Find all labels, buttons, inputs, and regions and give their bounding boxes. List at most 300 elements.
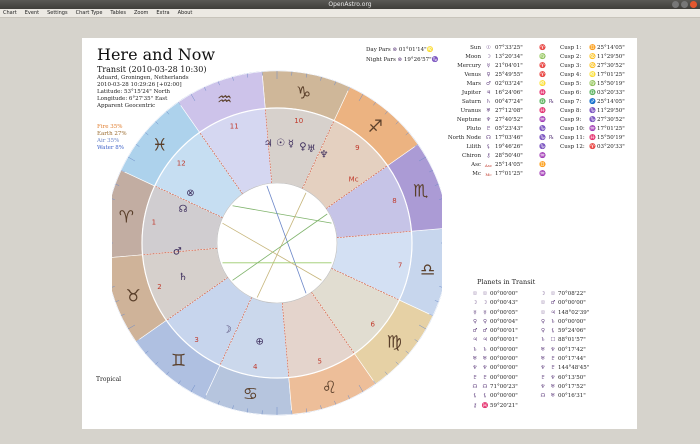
house-cusps-table	[560, 44, 637, 152]
cusp-position: 17°01'25"	[597, 72, 625, 78]
transit-row	[538, 383, 600, 392]
cusp-name: Cusp 9:	[560, 117, 582, 123]
planet-icon: ⚸	[472, 393, 478, 400]
zodiac-sign-icon: ♎	[420, 260, 436, 281]
sign-icon: ♒	[539, 117, 546, 123]
sign-icon: ♒	[539, 171, 546, 177]
aspect-center	[217, 183, 337, 303]
sign-icon: ♎	[589, 90, 596, 96]
planet-icon: ♇	[486, 126, 491, 132]
cusp-name: Cusp 10:	[560, 126, 585, 132]
aspect-icon: ⚸	[482, 393, 488, 400]
aspect-value: 71°00'23"	[490, 383, 518, 390]
aspect-value: 59°20'21"	[490, 402, 518, 409]
cusp-row	[560, 116, 637, 125]
cusp-row	[560, 125, 637, 134]
planet-icon: ♀	[540, 318, 546, 325]
planet-glyph-icon: ⊕	[255, 336, 264, 348]
transit-row	[538, 374, 600, 383]
house-number: 11	[229, 122, 239, 131]
retrograde-icon	[547, 62, 556, 71]
sign-icon: ♈	[539, 72, 546, 78]
retrograde-icon	[547, 152, 556, 161]
planet-row	[432, 53, 556, 62]
aspect-icon: ♇	[482, 374, 488, 381]
planet-position: 00°47'24"	[495, 99, 523, 105]
transit-row	[538, 299, 600, 308]
transit-row	[538, 290, 600, 299]
cusp-position: 15°50'19"	[597, 81, 625, 87]
aspect-value: 00°00'05"	[490, 309, 518, 316]
menu-settings[interactable]: Settings	[47, 10, 68, 16]
cusp-position: 25°14'05"	[597, 99, 625, 105]
element-earth: Earth 27%	[97, 131, 127, 137]
planet-row	[432, 71, 556, 80]
aspect-value: 00°00'00"	[558, 300, 586, 307]
planet-name: Sun	[470, 45, 481, 51]
cusp-name: Cusp 2:	[560, 54, 582, 60]
chart-canvas	[82, 38, 637, 429]
aspect-value: 00°00'43"	[490, 300, 518, 307]
aspect-icon: ☊	[482, 383, 488, 390]
planet-row	[432, 44, 556, 53]
planet-icon: ♆	[486, 117, 491, 123]
sign-icon: ♑	[589, 117, 596, 123]
transit-row	[538, 309, 600, 318]
sign-icon: ♒	[589, 126, 596, 132]
planet-glyph-icon: ♄	[178, 272, 188, 284]
aspect-icon: ♂	[550, 300, 556, 307]
transit-row	[538, 355, 600, 364]
retrograde-icon	[547, 89, 556, 98]
planet-glyph-icon: ☉	[276, 138, 285, 150]
planet-glyph-icon: ♆	[319, 149, 329, 161]
planet-name: Chiron	[462, 153, 481, 159]
day-pars-row: Day Pars ⊗ 01°01'14"♌	[366, 47, 434, 53]
maximize-button[interactable]	[681, 1, 688, 8]
aspect-value: 00°00'01"	[490, 337, 518, 344]
cusp-row	[560, 143, 637, 152]
sign-icon: ♊	[539, 162, 546, 168]
aspect-value: 144°48'45"	[558, 365, 590, 372]
planet-icon: ☽	[540, 291, 546, 297]
planet-position: 05°23'43"	[495, 126, 523, 132]
aspect-value: 148°02'39"	[558, 309, 590, 316]
menu-bar	[0, 9, 700, 18]
aspect-value: 00°17'44"	[558, 356, 586, 363]
close-button[interactable]	[690, 1, 697, 8]
planet-row	[432, 170, 556, 179]
sign-icon: ♈	[589, 144, 596, 150]
transit-row	[538, 336, 600, 345]
transit-row	[470, 299, 532, 308]
planet-icon: ♅	[540, 356, 546, 363]
retrograde-icon	[547, 143, 556, 152]
menu-about[interactable]: About	[177, 10, 193, 16]
planet-position: 25°49'55"	[495, 72, 523, 78]
longitude-line: Longitude: 6°27'35" East	[97, 96, 168, 102]
house-number: 9	[355, 144, 360, 153]
retrograde-icon	[547, 107, 556, 116]
astro-wheel	[112, 53, 442, 429]
planet-name: Mars	[466, 81, 481, 87]
sign-icon: ♌	[539, 81, 546, 87]
house-number: 4	[253, 363, 258, 372]
cusp-name: Cusp 7:	[560, 99, 582, 105]
aspect-value: 00°00'00"	[490, 346, 518, 353]
zodiac-sign-icon: ♌	[321, 377, 337, 398]
sign-icon: ♓	[589, 135, 596, 141]
cusp-name: Cusp 3:	[560, 63, 582, 69]
sign-icon: ♈	[539, 45, 546, 51]
planet-name: Lilith	[466, 144, 481, 150]
house-number: 12	[176, 159, 186, 168]
planet-position: 27°40'52"	[495, 117, 523, 123]
cusp-row	[560, 71, 637, 80]
sign-icon: ♌	[589, 72, 596, 78]
planet-icon: Mc	[485, 172, 492, 177]
cusp-name: Cusp 5:	[560, 81, 582, 87]
zodiac-sign-icon: ♓	[152, 135, 168, 156]
planet-name: Asc	[471, 162, 481, 168]
planet-icon: ♅	[540, 346, 546, 353]
planet-row	[432, 80, 556, 89]
planet-icon: ☉	[540, 300, 546, 307]
planet-glyph-icon: ⊗	[186, 188, 195, 199]
menu-chart[interactable]: Chart	[3, 10, 17, 16]
planet-position: 27°12'08"	[495, 108, 523, 114]
chart-title: Here and Now	[97, 45, 216, 64]
planet-icon: ⚷	[486, 153, 491, 159]
planet-row	[432, 116, 556, 125]
cusp-name: Cusp 8:	[560, 108, 582, 114]
zodiac-type: Tropical	[96, 376, 122, 383]
planet-row	[432, 134, 556, 143]
zodiac-sign-icon: ♒	[217, 90, 233, 111]
aspect-icon: ☉	[550, 291, 556, 297]
menu-event[interactable]: Event	[24, 10, 40, 16]
element-air: Air 35%	[97, 138, 120, 144]
aspect-icon: ♃	[550, 309, 556, 316]
sign-icon: ♋	[589, 63, 596, 69]
planet-icon: ♄	[540, 337, 546, 344]
aspect-icon: ☿	[483, 309, 487, 316]
transit-row	[538, 364, 600, 373]
zodiac-sign-icon: ♏	[413, 181, 429, 202]
zodiac-sign-icon: ♐	[367, 116, 383, 137]
aspect-icon: ☉	[482, 291, 488, 297]
transit-row	[538, 392, 600, 401]
planet-row	[432, 152, 556, 161]
planet-icon: ♇	[540, 374, 546, 381]
planet-icon: ♀	[540, 328, 546, 335]
transit-row	[470, 309, 532, 318]
planet-icon: ☉	[486, 45, 491, 51]
aspect-icon: ♅	[482, 356, 488, 363]
planet-row	[432, 62, 556, 71]
retrograde-icon: ℞	[549, 99, 554, 105]
planet-position: 28°50'40"	[495, 153, 523, 159]
latitude-line: Latitude: 53°15'24" North	[97, 89, 171, 95]
sign-icon: ♈	[539, 63, 546, 69]
cusp-position: 11°29'50"	[597, 54, 625, 60]
aspect-icon: ♓	[481, 402, 489, 409]
cusp-position: 27°30'52"	[597, 63, 625, 69]
aspect-icon: ♅	[550, 393, 556, 400]
transit-column-right	[538, 290, 600, 411]
zodiac-sign-icon: ♈	[118, 207, 134, 228]
aspect-icon: ♆	[550, 346, 556, 353]
zodiac-sign-icon: ♍	[386, 332, 402, 353]
zodiac-sign-icon: ♊	[171, 351, 187, 372]
zodiac-sign-icon: ♋	[242, 384, 259, 405]
planet-icon: ☉	[472, 291, 478, 297]
cusp-position: 25°14'05"	[597, 45, 625, 51]
sign-icon: ♎	[539, 99, 546, 105]
planet-icon: ⚸	[486, 144, 491, 150]
cusp-row	[560, 134, 637, 143]
house-number: 3	[194, 335, 199, 344]
cusp-row	[560, 98, 637, 107]
planet-icon: ♅	[486, 108, 491, 114]
planet-icon: ☊	[472, 383, 478, 390]
house-number: 2	[157, 282, 162, 291]
aspect-value: 00°00'01"	[490, 328, 518, 335]
retrograde-icon	[547, 161, 556, 170]
aspect-value: 00°00'00"	[558, 318, 586, 325]
mode-line: Apparent Geocentric	[97, 103, 156, 109]
cusp-name: Cusp 6:	[560, 90, 582, 96]
aspect-icon: ☽	[482, 300, 488, 307]
planet-name: Saturn	[462, 99, 481, 105]
aspect-icon: ♆	[550, 374, 556, 381]
planet-icon: ♂	[472, 328, 478, 335]
transit-row	[470, 327, 532, 336]
retrograde-icon	[547, 71, 556, 80]
transit-row	[470, 364, 532, 373]
planet-positions-table	[432, 44, 556, 179]
transit-row	[470, 392, 532, 401]
planet-position: 21°04'01"	[495, 63, 523, 69]
planet-name: North Node	[447, 135, 481, 141]
cusp-position: 17°01'25"	[597, 126, 625, 132]
night-pars-row: Night Pars ⊗ 19°26'57"♑	[366, 57, 439, 63]
zodiac-sign-icon: ♑	[295, 83, 312, 104]
planet-glyph-icon: ♀	[299, 141, 307, 153]
cusp-row	[560, 89, 637, 98]
sign-icon: ♑	[539, 126, 546, 132]
cusp-position: 11°29'50"	[597, 108, 625, 114]
sign-icon: ♊	[589, 45, 596, 51]
retrograde-icon	[547, 170, 556, 179]
cusp-position: 03°20'33"	[597, 144, 625, 150]
sign-icon: ♓	[539, 90, 546, 96]
planet-icon: ♄	[486, 99, 491, 105]
transit-title: Planets in Transit	[477, 278, 536, 286]
zodiac-sign-icon: ♉	[125, 286, 141, 307]
sign-icon: ♍	[539, 54, 546, 60]
sign-icon: ♐	[589, 99, 596, 105]
planet-row	[432, 98, 556, 107]
planet-name: Moon	[465, 54, 481, 60]
cusp-position: 15°50'19"	[597, 135, 625, 141]
planet-icon: ♂	[486, 81, 491, 87]
planet-name: Jupiter	[461, 90, 481, 96]
retrograde-icon	[547, 125, 556, 134]
house-number: 1	[151, 218, 157, 227]
minimize-button[interactable]	[672, 1, 679, 8]
sign-icon: ♑	[539, 144, 546, 150]
planet-glyph-icon: ☊	[178, 203, 188, 215]
aspect-icon: ♃	[482, 337, 488, 344]
aspect-value: 00°17'52"	[558, 383, 586, 390]
house-number: 10	[294, 116, 304, 125]
planet-glyph-icon: ♂	[172, 246, 182, 258]
planet-position: 17°03'46"	[495, 135, 523, 141]
sign-icon: ♋	[589, 54, 596, 60]
planet-name: Mercury	[457, 63, 481, 69]
aspect-icon: ♅	[550, 383, 556, 390]
planet-icon: Asc	[484, 163, 493, 168]
planet-name: Neptune	[456, 117, 481, 123]
planet-icon: ♃	[472, 337, 478, 344]
cusp-position: 03°20'33"	[597, 90, 625, 96]
planet-position: 07°33'25"	[495, 45, 523, 51]
window-titlebar	[0, 0, 700, 9]
planet-glyph-icon: ☽	[222, 324, 232, 336]
planet-glyph-icon: Mc	[348, 175, 359, 184]
planet-icon: ☊	[540, 393, 546, 400]
aspect-value: 88°01'57"	[558, 337, 586, 344]
planet-icon: ♆	[540, 383, 546, 390]
transit-row	[470, 402, 532, 411]
aspect-value: 60°13'50"	[558, 374, 586, 381]
menu-extra[interactable]: Extra	[156, 10, 170, 16]
planet-position: 19°46'26"	[495, 144, 523, 150]
planet-glyph-icon: ☿	[287, 138, 294, 150]
planet-row	[432, 161, 556, 170]
sign-icon: ♒	[539, 153, 546, 159]
aspect-value: 00°00'00"	[490, 365, 518, 372]
aspect-icon: ♂	[482, 328, 488, 335]
cusp-row	[560, 80, 637, 89]
aspect-icon: ♀	[482, 318, 488, 325]
sign-icon: ♑	[539, 135, 546, 141]
transit-row	[470, 318, 532, 327]
transit-column-left	[470, 290, 532, 411]
planet-icon: ⚷	[472, 402, 478, 409]
transit-row	[470, 290, 532, 299]
planet-icon: ☽	[486, 54, 491, 60]
planet-icon: ♀	[472, 318, 478, 325]
datetime-line: 2010-03-28 10:29:26 [+02:00]	[97, 82, 182, 88]
cusp-row	[560, 53, 637, 62]
transit-row	[470, 336, 532, 345]
transit-row	[470, 355, 532, 364]
aspect-value: 00°00'00"	[490, 356, 518, 363]
aspect-value: 00°00'00"	[490, 393, 518, 400]
aspect-value: 00°17'42"	[558, 346, 586, 353]
aspect-icon: ♇	[550, 365, 556, 372]
planet-icon: ☉	[540, 309, 546, 316]
planet-icon: ☿	[473, 309, 477, 316]
aspect-icon: ♄	[482, 346, 488, 353]
aspect-icon: ♄	[550, 318, 556, 325]
planet-row	[432, 89, 556, 98]
menu-zoom[interactable]: Zoom	[133, 10, 149, 16]
planet-name: Venus	[464, 72, 481, 78]
planet-icon: ♀	[486, 72, 491, 78]
cusp-name: Cusp 4:	[560, 72, 582, 78]
retrograde-icon	[547, 80, 556, 89]
planet-name: Pluto	[466, 126, 481, 132]
planet-icon: ♆	[540, 365, 546, 372]
planet-icon: ☿	[486, 63, 491, 69]
planet-position: 02°03'24"	[495, 81, 523, 87]
planet-position: 16°24'06"	[495, 90, 523, 96]
aspect-icon: ☐	[550, 337, 556, 344]
window-title: OpenAstro.org	[328, 1, 372, 8]
menu-tables[interactable]: Tables	[110, 10, 126, 16]
planet-icon: ☊	[486, 135, 491, 141]
house-number: 5	[317, 357, 322, 366]
cusp-name: Cusp 12:	[560, 144, 585, 150]
cusp-name: Cusp 11:	[560, 135, 585, 141]
transit-row	[470, 383, 532, 392]
aspect-value: 00°00'00"	[490, 291, 518, 297]
retrograde-icon	[547, 116, 556, 125]
transit-row	[538, 327, 600, 336]
sign-icon: ♑	[589, 108, 596, 114]
transit-aspects	[470, 290, 600, 411]
retrograde-icon: ℞	[549, 135, 554, 141]
house-number: 8	[392, 197, 397, 206]
aspect-value: 59°24'06"	[558, 328, 586, 335]
cusp-row	[560, 44, 637, 53]
planet-icon: ♇	[472, 374, 478, 381]
workspace	[0, 18, 700, 444]
aspect-icon: ♆	[482, 365, 488, 372]
aspect-value: 70°08'22"	[558, 291, 586, 297]
transit-row	[470, 374, 532, 383]
location-line: Aduard, Groningen, Netherlands	[97, 75, 189, 81]
menu-chart-type[interactable]: Chart Type	[75, 10, 103, 16]
transit-row	[538, 318, 600, 327]
planet-name: Uranus	[460, 108, 481, 114]
planet-icon: ♅	[472, 356, 478, 363]
planet-glyph-icon: ♃	[263, 138, 273, 150]
element-fire: Fire 35%	[97, 124, 123, 130]
sign-icon: ♍	[589, 81, 596, 87]
sign-icon: ♓	[539, 108, 546, 114]
planet-row	[432, 143, 556, 152]
planet-row	[432, 107, 556, 116]
transit-row	[470, 346, 532, 355]
cusp-position: 27°30'52"	[597, 117, 625, 123]
house-number: 7	[397, 261, 403, 270]
planet-icon: ♃	[486, 90, 491, 96]
planet-row	[432, 125, 556, 134]
chart-subtitle: Transit (2010-03-28 10:30)	[97, 65, 207, 74]
planet-icon: ♆	[472, 365, 478, 372]
planet-position: 13°20'34"	[495, 54, 523, 60]
aspect-icon: ♇	[550, 356, 556, 363]
cusp-row	[560, 62, 637, 71]
planet-position: 17°01'25"	[495, 171, 523, 177]
retrograde-icon	[547, 53, 556, 62]
planet-name: Mc	[472, 171, 481, 177]
cusp-name: Cusp 1:	[560, 45, 582, 51]
